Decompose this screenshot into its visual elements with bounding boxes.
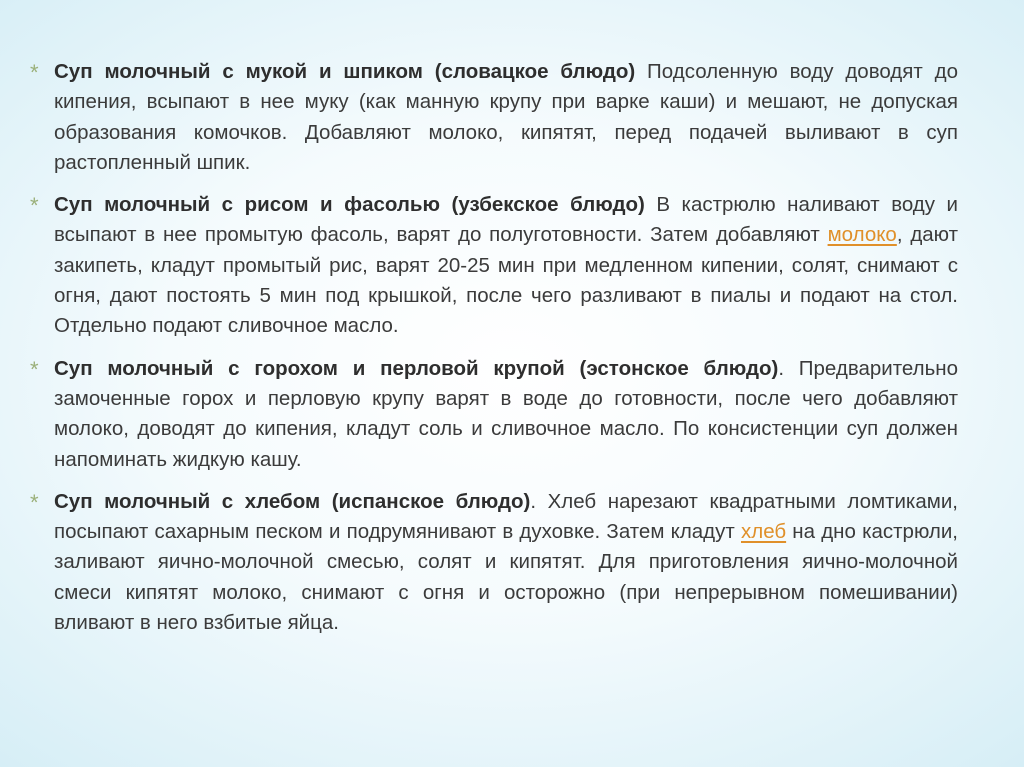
- list-item: [30, 190, 958, 341]
- recipe-title: Суп молочный с мукой и шпиком (словацкое блюдо): [54, 60, 636, 83]
- link-bread[interactable]: хлеб: [740, 520, 787, 544]
- slide-content: [30, 57, 958, 650]
- recipe-text: В кастрюлю наливают воду и всыпают в нее промытую фасоль, варят до полуготовности. Затем добавляют: [54, 193, 958, 247]
- paragraph: [54, 190, 958, 341]
- list-item: [30, 487, 958, 638]
- paragraph: [54, 57, 958, 178]
- recipe-title: Суп молочный с горохом и перловой крупой (эстонское блюдо): [54, 356, 779, 380]
- link-milk[interactable]: молоко: [827, 223, 897, 247]
- bullet-icon: *: [30, 193, 39, 219]
- recipe-text: на дно кастрюли, заливают яично-молочной смесью, солят и кипятят. Для приготовления яично-молочной смеси кипятят молоко, снимают с огня и осторожно (при непрерывном помешивании) вливают в него взбитые яйца.: [54, 520, 958, 635]
- recipe-title: Суп молочный с рисом и фасолью (узбекское блюдо): [54, 193, 645, 217]
- bullet-icon: *: [30, 489, 39, 515]
- recipe-text: Подсоленную воду доводят до кипения, всыпают в нее муку (как манную крупу при варке каши) и мешают, не допуская образования комочков. Добавляют молоко, кипятят, перед подачей выливают в суп растопленный шпик.: [54, 60, 958, 174]
- recipe-text: , дают закипеть, кладут промытый рис, варят 20-25 мин при медленном кипении, солят, снимают с огня, дают постоять 5 мин под крышкой, после чего разливают в пиалы и подают на стол. Отдельно подают сливочное масло.: [54, 223, 958, 338]
- paragraph: [54, 354, 958, 475]
- recipe-title: Суп молочный с хлебом (испанское блюдо): [54, 489, 531, 513]
- bullet-icon: *: [30, 60, 39, 85]
- list-item: [30, 354, 958, 475]
- paragraph: [54, 487, 958, 638]
- list-item: [30, 57, 958, 178]
- recipe-text: . Предварительно замоченные горох и перловую крупу варят в воде до готовности, после чего добавляют молоко, доводят до кипения, кладут соль и сливочное масло. По консистенции суп должен напоминать жидкую кашу.: [54, 356, 958, 471]
- recipe-text: . Хлеб нарезают квадратными ломтиками, посыпают сахарным песком и подрумянивают в духовке. Затем кладут: [54, 489, 958, 544]
- bullet-icon: *: [30, 356, 39, 382]
